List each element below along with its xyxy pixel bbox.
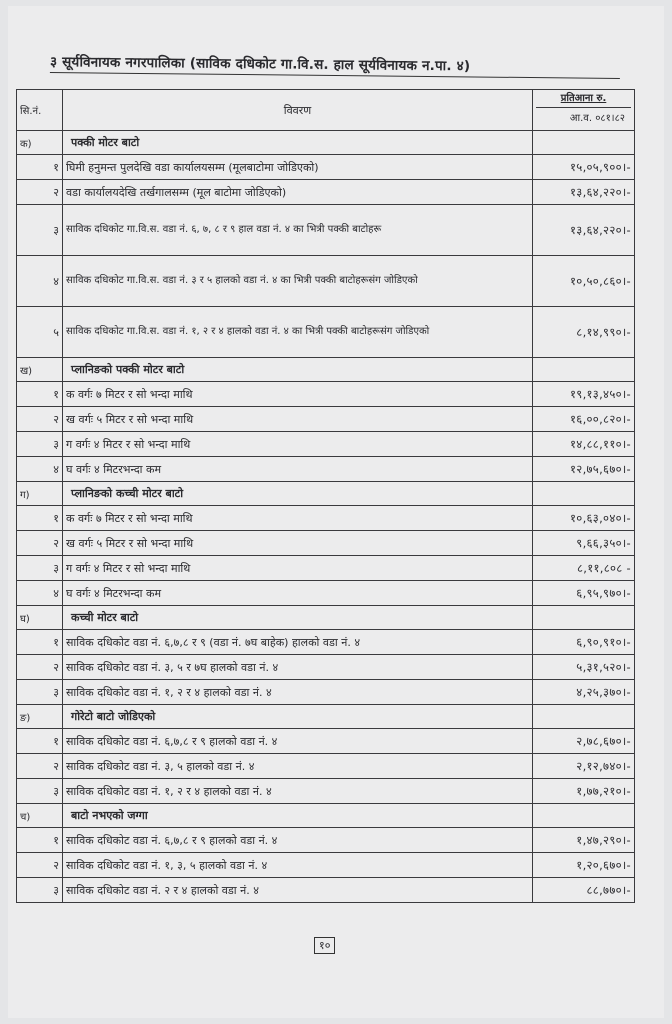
table-row (17, 556, 635, 581)
row-description: साविक दधिकोट वडा नं. ६,७,८ र ९ हालको वडा नं. ४ (63, 828, 533, 853)
row-rate: १४,८८,११०।- (533, 432, 635, 457)
section-rate-empty (533, 482, 635, 506)
section-rate-empty (533, 804, 635, 828)
rate-header-title: प्रतिआना रु. (536, 91, 631, 108)
row-serial-number: १ (17, 155, 63, 180)
section-title: कच्ची मोटर बाटो (63, 606, 533, 630)
section-title: प्लानिङको पक्की मोटर बाटो (63, 358, 533, 382)
row-rate: १,२०,६७०।- (533, 853, 635, 878)
table-row (17, 655, 635, 680)
column-header-sn: सि.नं. (17, 90, 63, 131)
row-serial-number: ३ (17, 779, 63, 804)
table-row (17, 407, 635, 432)
table-row (17, 155, 635, 180)
table-row (17, 457, 635, 482)
table-row (17, 256, 635, 307)
table-row (17, 729, 635, 754)
table-row (17, 581, 635, 606)
section-label: च) (17, 804, 63, 828)
table-body (17, 131, 635, 903)
row-rate: २,१२,७४०।- (533, 754, 635, 779)
row-rate: ६,९०,९१०।- (533, 630, 635, 655)
row-serial-number: ३ (17, 205, 63, 256)
row-description: साविक दधिकोट वडा नं. १, २ र ४ हालको वडा नं. ४ (63, 680, 533, 705)
row-serial-number: ४ (17, 457, 63, 482)
page-heading: ३ सूर्यविनायक नगरपालिका (साविक दधिकोट गा.वि.स. हाल सूर्यविनायक न.पा. ४) (50, 52, 620, 79)
row-description: क वर्गः ७ मिटर र सो भन्दा माथि (63, 506, 533, 531)
row-description: ग वर्गः ४ मिटर र सो भन्दा माथि (63, 556, 533, 581)
row-description: वडा कार्यालयदेखि तर्खगालसम्म (मूल बाटोमा जोडिएको) (63, 180, 533, 205)
row-rate: ८८,७७०।- (533, 878, 635, 903)
row-description: साविक दधिकोट गा.वि.स. वडा नं. ६, ७, ८ र ९ हाल वडा नं. ४ का भित्री पक्की बाटोहरू (63, 205, 533, 256)
section-title: पक्की मोटर बाटो (63, 131, 533, 155)
section-row (17, 131, 635, 155)
row-rate: ८,१४,९९०।- (533, 307, 635, 358)
section-row (17, 606, 635, 630)
row-serial-number: १ (17, 828, 63, 853)
table-row (17, 205, 635, 256)
row-rate: ८,११,८०८ - (533, 556, 635, 581)
row-rate: ५,३१,५२०।- (533, 655, 635, 680)
table-row (17, 531, 635, 556)
document-page (8, 6, 664, 1018)
row-description: साविक दधिकोट वडा नं. ३, ५ हालको वडा नं. ४ (63, 754, 533, 779)
row-description: घ वर्गः ४ मिटरभन्दा कम (63, 457, 533, 482)
row-rate: २,७८,६७०।- (533, 729, 635, 754)
row-rate: १०,५०,८६०।- (533, 256, 635, 307)
section-row (17, 705, 635, 729)
row-rate: १३,६४,२२०।- (533, 180, 635, 205)
row-description: ख वर्गः ५ मिटर र सो भन्दा माथि (63, 407, 533, 432)
row-rate: ४,२५,३७०।- (533, 680, 635, 705)
table-row (17, 878, 635, 903)
row-serial-number: २ (17, 531, 63, 556)
row-serial-number: १ (17, 382, 63, 407)
table-row (17, 828, 635, 853)
row-description: घिमी हनुमन्त पुलदेखि वडा कार्यालयसम्म (मूलबाटोमा जोडिएको) (63, 155, 533, 180)
row-serial-number: ३ (17, 556, 63, 581)
row-description: साविक दधिकोट वडा नं. ६,७,८ र ९ (वडा नं. ७घ बाहेक) हालको वडा नं. ४ (63, 630, 533, 655)
row-serial-number: ४ (17, 256, 63, 307)
table-row (17, 630, 635, 655)
page-number: १० (314, 937, 335, 954)
rate-header-fiscal-year: आ.व. ०८१।८२ (569, 112, 625, 124)
row-rate: १९,१३,४५०।- (533, 382, 635, 407)
row-serial-number: ३ (17, 878, 63, 903)
row-serial-number: ४ (17, 581, 63, 606)
row-description: ख वर्गः ५ मिटर र सो भन्दा माथि (63, 531, 533, 556)
row-serial-number: ३ (17, 680, 63, 705)
table-row (17, 307, 635, 358)
row-description: घ वर्गः ४ मिटरभन्दा कम (63, 581, 533, 606)
section-title: प्लानिङको कच्ची मोटर बाटो (63, 482, 533, 506)
row-serial-number: ३ (17, 432, 63, 457)
row-description: साविक दधिकोट वडा नं. २ र ४ हालको वडा नं. ४ (63, 878, 533, 903)
section-title: गोरेटो बाटो जोडिएको (63, 705, 533, 729)
row-rate: १६,००,८२०।- (533, 407, 635, 432)
section-row (17, 482, 635, 506)
row-rate: १,७७,२१०।- (533, 779, 635, 804)
row-serial-number: १ (17, 729, 63, 754)
table-row (17, 680, 635, 705)
table-row (17, 754, 635, 779)
row-description: साविक दधिकोट वडा नं. १, २ र ४ हालको वडा नं. ४ (63, 779, 533, 804)
row-rate: १,४७,२९०।- (533, 828, 635, 853)
section-label: ग) (17, 482, 63, 506)
table-row (17, 432, 635, 457)
row-description: साविक दधिकोट गा.वि.स. वडा नं. १, २ र ४ हालको वडा नं. ४ का भित्री पक्की बाटोहरूसंग जोडिएको (63, 307, 533, 358)
table-row (17, 180, 635, 205)
section-rate-empty (533, 131, 635, 155)
section-rate-empty (533, 606, 635, 630)
row-description: क वर्गः ७ मिटर र सो भन्दा माथि (63, 382, 533, 407)
row-rate: ९,६६,३५०।- (533, 531, 635, 556)
section-row (17, 358, 635, 382)
row-serial-number: १ (17, 630, 63, 655)
section-label: घ) (17, 606, 63, 630)
row-rate: १५,०५,९००।- (533, 155, 635, 180)
table-row (17, 779, 635, 804)
row-rate: १३,६४,२२०।- (533, 205, 635, 256)
row-description: साविक दधिकोट वडा नं. ६,७,८ र ९ हालको वडा नं. ४ (63, 729, 533, 754)
row-description: साविक दधिकोट वडा नं. ३, ५ र ७घ हालको वडा नं. ४ (63, 655, 533, 680)
row-description: साविक दधिकोट गा.वि.स. वडा नं. ३ र ५ हालको वडा नं. ४ का भित्री पक्की बाटोहरूसंग जोडिएको (63, 256, 533, 307)
table-row (17, 506, 635, 531)
row-description: ग वर्गः ४ मिटर र सो भन्दा माथि (63, 432, 533, 457)
land-rate-table (16, 89, 635, 903)
section-row (17, 804, 635, 828)
section-rate-empty (533, 358, 635, 382)
row-serial-number: १ (17, 506, 63, 531)
row-serial-number: २ (17, 853, 63, 878)
row-rate: १२,७५,६७०।- (533, 457, 635, 482)
column-header-description: विवरण (63, 90, 533, 131)
row-serial-number: २ (17, 655, 63, 680)
row-rate: ६,९५,९७०।- (533, 581, 635, 606)
row-serial-number: ५ (17, 307, 63, 358)
table-row (17, 853, 635, 878)
row-serial-number: २ (17, 180, 63, 205)
column-header-rate (533, 90, 635, 131)
table-header-row (17, 90, 635, 131)
row-rate: १०,६३,०४०।- (533, 506, 635, 531)
row-serial-number: २ (17, 407, 63, 432)
section-label: क) (17, 131, 63, 155)
section-title: बाटो नभएको जग्गा (63, 804, 533, 828)
table-row (17, 382, 635, 407)
section-label: ख) (17, 358, 63, 382)
row-serial-number: २ (17, 754, 63, 779)
row-description: साविक दधिकोट वडा नं. १, ३, ५ हालको वडा नं. ४ (63, 853, 533, 878)
section-label: ङ) (17, 705, 63, 729)
section-rate-empty (533, 705, 635, 729)
